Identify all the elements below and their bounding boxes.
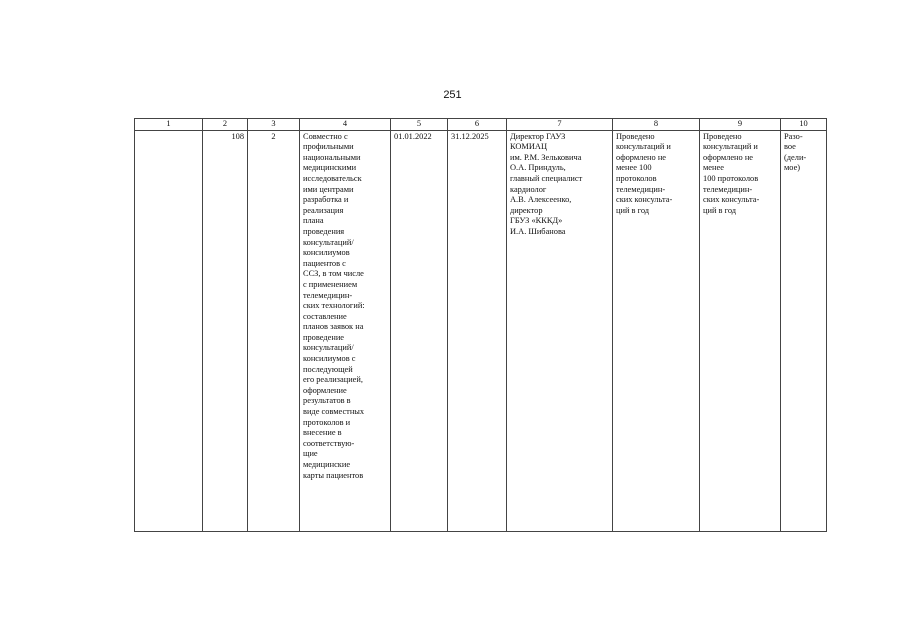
column-header: 8 <box>613 119 700 131</box>
page-number: 251 <box>443 89 462 101</box>
cell-responsible: Директор ГАУЗ КОМИАЦ им. Р.М. Зельковича О.А. Приндуль, главный специалист кардиолог А.В. Алексеенко, директор ГБУЗ «КККД» И.А. Шибанова <box>507 130 613 531</box>
cell-activity-description: Совместно с профильными национальными медицинскими исследовательск ими центрами разработка и реализация плана проведения консультаций/ консилиумов пациентов с ССЗ, в том числе с применением телемедицин- ских технологий: составление планов заявок на проведение консультаций/ консилиумов с последующей его реализацией, оформление результатов в виде совместных протоколов и внесение в соответствую- щие медицинские карты пациентов <box>300 130 391 531</box>
cell-start-date: 01.01.2022 <box>391 130 448 531</box>
column-header: 6 <box>448 119 507 131</box>
cell-item-number: 108 <box>203 130 248 531</box>
table-row <box>135 130 827 531</box>
column-header: 5 <box>391 119 448 131</box>
cell-result: Проведено консультаций и оформлено не менее 100 протоколов телемедицин- ских консульта- ций в год <box>613 130 700 531</box>
column-header: 4 <box>300 119 391 131</box>
document-table <box>134 118 827 532</box>
column-header: 1 <box>135 119 203 131</box>
column-header: 2 <box>203 119 248 131</box>
table-header-row <box>135 119 827 131</box>
column-header: 9 <box>700 119 781 131</box>
column-header: 7 <box>507 119 613 131</box>
column-header: 10 <box>781 119 827 131</box>
cell-col-3: 2 <box>248 130 300 531</box>
column-header: 3 <box>248 119 300 131</box>
cell-col-1 <box>135 130 203 531</box>
cell-type: Разо- вое (дели- мое) <box>781 130 827 531</box>
cell-indicator: Проведено консультаций и оформлено не менее 100 протоколов телемедицин- ских консульта- ций в год <box>700 130 781 531</box>
cell-end-date: 31.12.2025 <box>448 130 507 531</box>
